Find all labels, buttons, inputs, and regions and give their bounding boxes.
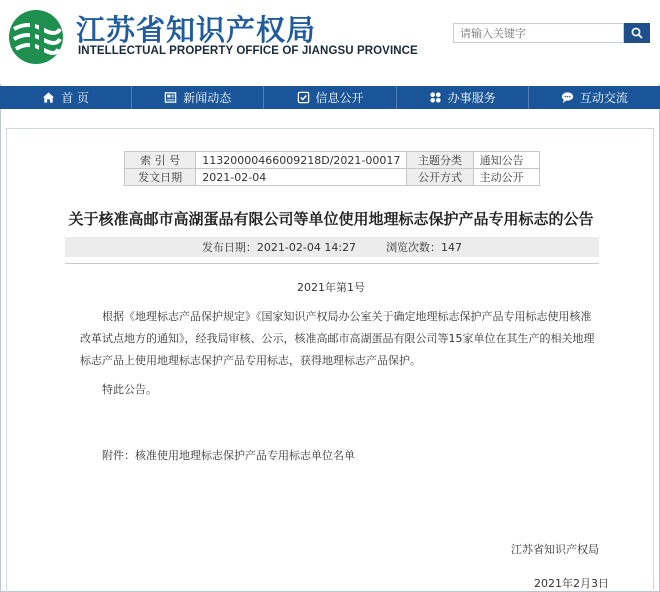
index-label: 索 引 号: [125, 152, 196, 169]
site-title[interactable]: 江苏省知识产权局: [76, 13, 317, 47]
document-check-icon: [297, 91, 310, 104]
document-number: 2021年第1号: [297, 281, 365, 294]
article-title: 关于核准高邮市高湖蛋品有限公司等单位使用地理标志保护产品专用标志的公告: [68, 210, 594, 228]
date-label: 发文日期: [125, 169, 196, 186]
issuing-authority: 江苏省知识产权局: [511, 543, 599, 556]
attachment-link[interactable]: 附件：核准使用地理标志保护产品专用标志单位名单: [102, 449, 355, 462]
nav-interaction-label: 互动交流: [579, 91, 628, 105]
nav-news[interactable]: [132, 86, 264, 109]
main-nav: [0, 86, 660, 109]
closing-notice: 特此公告。: [102, 383, 157, 396]
signing-date: 2021年2月3日: [534, 577, 609, 590]
site-logo[interactable]: [8, 9, 64, 65]
home-icon: [42, 91, 55, 104]
document-info-table: [124, 151, 540, 186]
article-panel: [6, 128, 654, 590]
search-icon: [631, 27, 643, 39]
article-meta-bar: [65, 237, 599, 257]
index-value: 11320000466009218D/2021-00017: [196, 152, 407, 169]
nav-news-label: 新闻动态: [183, 91, 232, 105]
nav-home-label: 首 页: [61, 91, 90, 105]
nav-services[interactable]: [397, 86, 529, 109]
nav-home[interactable]: [0, 86, 132, 109]
disclosure-value: 主动公开: [473, 169, 539, 186]
view-count: 浏览次数：147: [386, 241, 463, 254]
nav-disclosure-label: 信息公开: [315, 91, 364, 105]
nav-disclosure[interactable]: [264, 86, 396, 109]
newspaper-icon: [164, 91, 177, 104]
article-body: 根据《地理标志产品保护规定》《国家知识产权局办公室关于确定地理标志保护产品专用标志使用核准改革试点地方的通知》，经我局审核、公示，核准高邮市高湖蛋品有限公司等15家单位在其生产的相关地理标志产品上使用地理标志保护产品专用标志，获得地理标志产品保护。: [80, 310, 595, 367]
chat-icon: [561, 91, 574, 104]
nav-services-label: 办事服务: [447, 91, 496, 105]
search-input[interactable]: [453, 23, 624, 43]
info-row: [125, 152, 540, 169]
service-icon: [429, 91, 442, 104]
site-header: [0, 0, 660, 84]
search-button[interactable]: [624, 23, 650, 43]
topic-value: 通知公告: [473, 152, 539, 169]
topic-label: 主题分类: [407, 152, 473, 169]
divider: [65, 263, 599, 264]
disclosure-label: 公开方式: [407, 169, 473, 186]
date-value: 2021-02-04: [196, 169, 407, 186]
site-subtitle: INTELLECTUAL PROPERTY OFFICE OF JIANGSU PROVINCE: [78, 45, 418, 57]
info-row: [125, 169, 540, 186]
nav-interaction[interactable]: [529, 86, 660, 109]
publish-date: 发布日期：2021-02-04 14:27: [201, 241, 357, 254]
